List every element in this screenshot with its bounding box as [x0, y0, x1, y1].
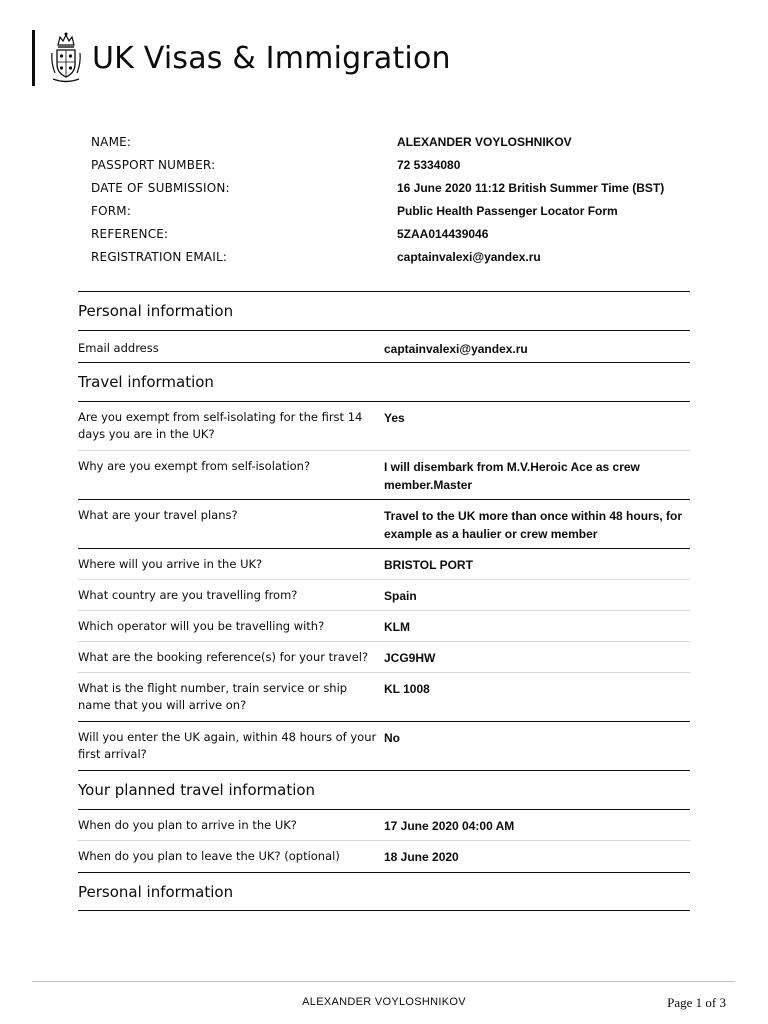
qa-row-operator: [78, 611, 690, 642]
qa-row-origin-country: [78, 580, 690, 611]
summary-row-passport: [91, 153, 691, 176]
page-number: Page 1 of 3: [667, 995, 726, 1010]
question: When do you plan to leave the UK? (optional): [78, 849, 340, 863]
question: What are your travel plans?: [78, 508, 238, 522]
form-details: [78, 291, 690, 911]
qa-row-booking-reference: [78, 642, 690, 673]
summary-row-reference: [91, 222, 691, 245]
answer: BRISTOL PORT: [384, 558, 473, 572]
summary-value: 72 5334080: [397, 157, 461, 172]
section-heading-personal-2: Personal information: [78, 873, 690, 911]
qa-row-leave-date: [78, 841, 690, 873]
question: Are you exempt from self-isolating for the first 14 days you are in the UK?: [78, 410, 363, 441]
question: Why are you exempt from self-isolation?: [78, 459, 311, 473]
summary-label: FORM:: [91, 203, 132, 218]
question: What are the booking reference(s) for your travel?: [78, 650, 369, 664]
page-title: UK Visas & Immigration: [92, 40, 451, 76]
answer: Travel to the UK more than once within 48 hours, for example as a haulier or crew member: [384, 509, 683, 541]
summary-label: DATE OF SUBMISSION:: [91, 180, 230, 195]
question: Which operator will you be travelling with?: [78, 619, 325, 633]
brand-bar: [32, 30, 35, 86]
qa-row-travel-plans: [78, 500, 690, 549]
page-header: [32, 30, 451, 86]
summary-value: 5ZAA014439046: [397, 226, 489, 241]
answer: I will disembark from M.V.Heroic Ace as crew member.Master: [384, 460, 640, 492]
answer: 17 June 2020 04:00 AM: [384, 819, 515, 833]
answer: captainvalexi@yandex.ru: [384, 342, 528, 356]
summary-row-form: [91, 199, 691, 222]
answer: KL 1008: [384, 682, 430, 696]
qa-row-arrival-port: [78, 549, 690, 580]
answer: Yes: [384, 411, 405, 425]
answer: JCG9HW: [384, 651, 436, 665]
royal-crest-icon: [49, 31, 83, 85]
summary-label: REFERENCE:: [91, 226, 169, 241]
question: What is the flight number, train service or ship name that you will arrive on?: [78, 681, 348, 712]
section-heading-planned: Your planned travel information: [78, 771, 690, 810]
answer: No: [384, 731, 400, 745]
qa-row-exempt: [78, 402, 690, 451]
section-heading-travel: Travel information: [78, 363, 690, 402]
footer-divider: [32, 981, 735, 982]
summary-value: Public Health Passenger Locator Form: [397, 203, 618, 218]
summary-value: ALEXANDER VOYLOSHNIKOV: [397, 134, 572, 149]
qa-row-email: [78, 331, 690, 363]
question: When do you plan to arrive in the UK?: [78, 818, 297, 832]
qa-row-flight-number: [78, 673, 690, 722]
qa-row-reenter: [78, 722, 690, 771]
qa-row-arrive-date: [78, 810, 690, 841]
summary-row-email: [91, 245, 691, 268]
summary-row-name: [91, 130, 691, 153]
summary-value: 16 June 2020 11:12 British Summer Time (BST): [397, 180, 665, 195]
section-heading-personal: Personal information: [78, 291, 690, 331]
qa-row-exempt-reason: [78, 451, 690, 500]
question: Where will you arrive in the UK?: [78, 557, 263, 571]
footer-applicant-name: ALEXANDER VOYLOSHNIKOV: [302, 996, 466, 1008]
summary-label: PASSPORT NUMBER:: [91, 157, 216, 172]
answer: Spain: [384, 589, 417, 603]
question: What country are you travelling from?: [78, 588, 298, 602]
summary-row-date: [91, 176, 691, 199]
summary-label: NAME:: [91, 134, 132, 149]
question: Email address: [78, 341, 159, 355]
answer: 18 June 2020: [384, 850, 459, 864]
submission-summary: [91, 130, 691, 268]
question: Will you enter the UK again, within 48 hours of your first arrival?: [78, 730, 377, 761]
answer: KLM: [384, 620, 410, 634]
summary-value: captainvalexi@yandex.ru: [397, 249, 541, 264]
summary-label: REGISTRATION EMAIL:: [91, 249, 228, 264]
